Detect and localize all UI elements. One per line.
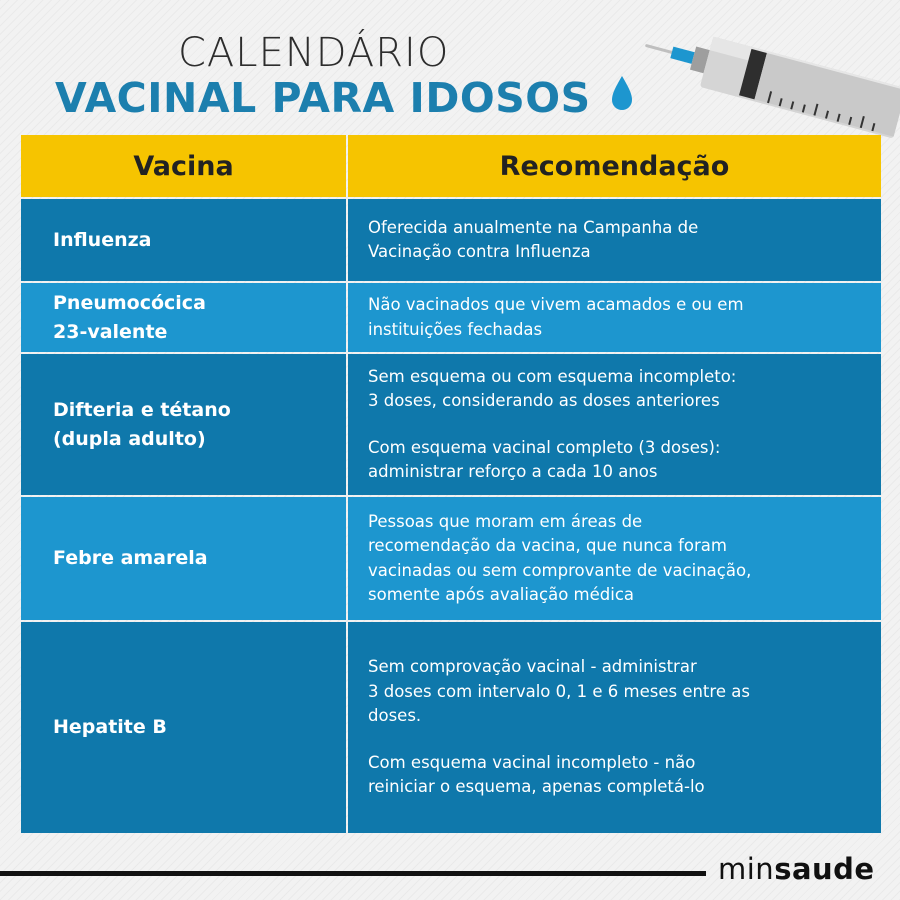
- vaccine-table: [21, 135, 881, 833]
- table-row: [21, 283, 881, 352]
- title-vacinal-para-idosos: VACINAL PARA IDOSOS: [55, 74, 591, 122]
- brand-logo: minsaude: [718, 852, 875, 886]
- vaccine-name: Difteria e tétano (dupla adulto): [21, 354, 346, 495]
- vaccine-name: Influenza: [21, 199, 346, 281]
- title-calendario: CALENDÁRIO: [178, 30, 450, 76]
- vaccine-name: Hepatite B: [21, 622, 346, 833]
- vaccine-name: Pneumocócica 23-valente: [21, 283, 346, 352]
- vaccine-recommendation: Não vacinados que vivem acamados e ou em instituições fechadas: [348, 283, 881, 352]
- vaccine-recommendation: Sem esquema ou com esquema incompleto: 3 doses, considerando as doses anteriores Com esquema vacinal completo (3 doses): administrar reforço a cada 10 anos: [348, 354, 881, 495]
- vaccine-recommendation: Pessoas que moram em áreas de recomendação da vacina, que nunca foram vacinadas ou sem comprovante de vacinação, somente após avaliação médica: [348, 497, 881, 620]
- vaccine-recommendation: Sem comprovação vacinal - administrar 3 doses com intervalo 0, 1 e 6 meses entre as doses. Com esquema vacinal incompleto - não reiniciar o esquema, apenas completá-lo: [348, 622, 881, 833]
- table-row: [21, 199, 881, 281]
- table-row: [21, 622, 881, 833]
- table-row: [21, 497, 881, 620]
- vaccine-recommendation: Oferecida anualmente na Campanha de Vacinação contra Influenza: [348, 199, 881, 281]
- table-row: [21, 354, 881, 495]
- header-recomendacao: Recomendação: [348, 135, 881, 197]
- drop-icon: [612, 76, 632, 110]
- vaccine-name: Febre amarela: [21, 497, 346, 620]
- table-header-row: [21, 135, 881, 197]
- footer-divider: [0, 871, 706, 876]
- header-vacina: Vacina: [21, 135, 346, 197]
